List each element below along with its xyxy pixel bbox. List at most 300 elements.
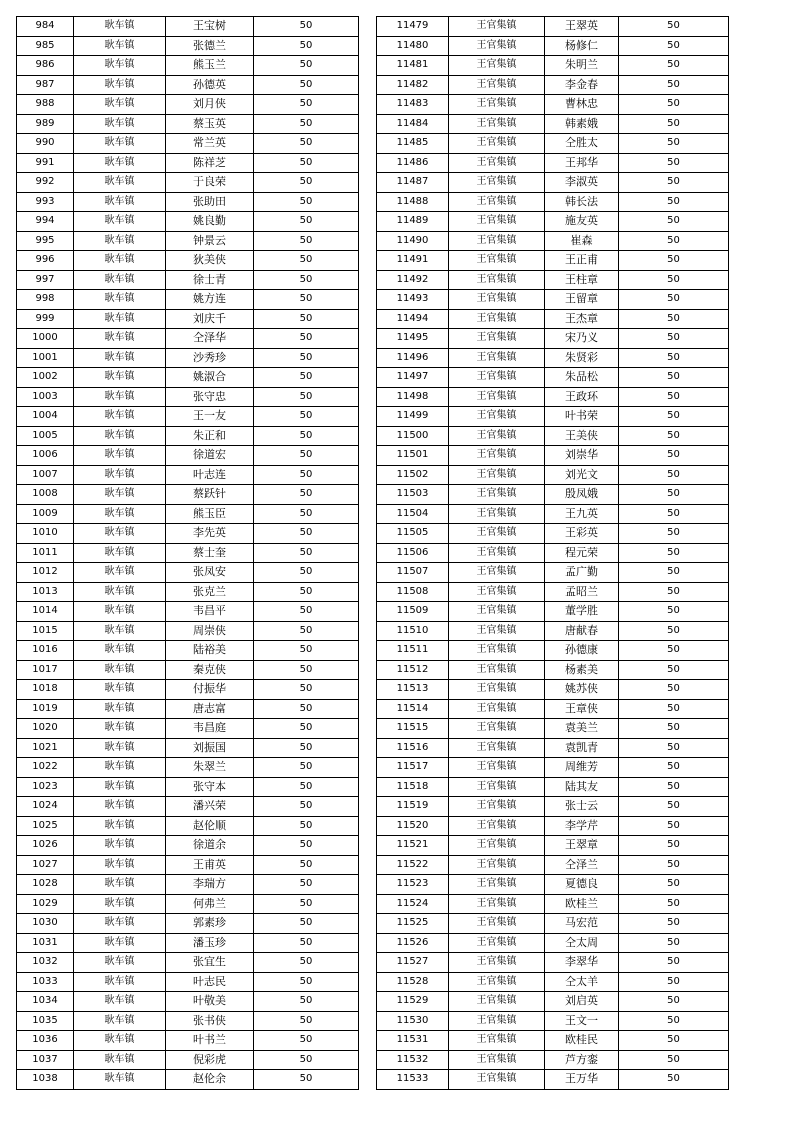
name-cell: 王翠英 (545, 17, 619, 37)
amount-cell: 50 (619, 329, 729, 349)
table-row (377, 485, 729, 505)
town-cell: 耿车镇 (74, 75, 166, 95)
town-cell: 王官集镇 (449, 446, 545, 466)
amount-cell: 50 (254, 738, 359, 758)
amount-cell: 50 (254, 699, 359, 719)
row-id-cell: 11479 (377, 17, 449, 37)
name-cell: 唐志富 (166, 699, 254, 719)
table-row (377, 660, 729, 680)
amount-cell: 50 (619, 1050, 729, 1070)
amount-cell: 50 (254, 56, 359, 76)
row-id-cell: 11490 (377, 231, 449, 251)
table-row (377, 114, 729, 134)
town-cell: 王官集镇 (449, 212, 545, 232)
table-row (17, 212, 359, 232)
row-id-cell: 994 (17, 212, 74, 232)
row-id-cell: 1017 (17, 660, 74, 680)
table-row (17, 699, 359, 719)
town-cell: 耿车镇 (74, 953, 166, 973)
amount-cell: 50 (619, 719, 729, 739)
name-cell: 仝太羊 (545, 972, 619, 992)
table-row (17, 602, 359, 622)
amount-cell: 50 (254, 543, 359, 563)
name-cell: 刘光文 (545, 465, 619, 485)
table-row (377, 387, 729, 407)
table-row (17, 855, 359, 875)
town-cell: 王官集镇 (449, 426, 545, 446)
row-id-cell: 11507 (377, 563, 449, 583)
amount-cell: 50 (619, 1031, 729, 1051)
amount-cell: 50 (619, 387, 729, 407)
row-id-cell: 1014 (17, 602, 74, 622)
amount-cell: 50 (254, 329, 359, 349)
town-cell: 耿车镇 (74, 758, 166, 778)
amount-cell: 50 (254, 114, 359, 134)
town-cell: 耿车镇 (74, 1011, 166, 1031)
amount-cell: 50 (254, 972, 359, 992)
amount-cell: 50 (619, 699, 729, 719)
name-cell: 刘振国 (166, 738, 254, 758)
name-cell: 刘月侠 (166, 95, 254, 115)
left-roster-body (17, 17, 359, 1090)
amount-cell: 50 (619, 95, 729, 115)
table-row (377, 329, 729, 349)
amount-cell: 50 (254, 875, 359, 895)
town-cell: 耿车镇 (74, 933, 166, 953)
name-cell: 周维芳 (545, 758, 619, 778)
name-cell: 朱贤彩 (545, 348, 619, 368)
table-row (17, 134, 359, 154)
town-cell: 王官集镇 (449, 875, 545, 895)
table-row (377, 368, 729, 388)
name-cell: 王九英 (545, 504, 619, 524)
amount-cell: 50 (254, 621, 359, 641)
name-cell: 王留章 (545, 290, 619, 310)
name-cell: 欧桂民 (545, 1031, 619, 1051)
name-cell: 王邦华 (545, 153, 619, 173)
row-id-cell: 11498 (377, 387, 449, 407)
table-row (17, 1011, 359, 1031)
amount-cell: 50 (619, 485, 729, 505)
table-row (17, 719, 359, 739)
town-cell: 王官集镇 (449, 192, 545, 212)
name-cell: 付振华 (166, 680, 254, 700)
amount-cell: 50 (619, 446, 729, 466)
town-cell: 耿车镇 (74, 992, 166, 1012)
row-id-cell: 11487 (377, 173, 449, 193)
row-id-cell: 11510 (377, 621, 449, 641)
table-row (17, 426, 359, 446)
name-cell: 常兰英 (166, 134, 254, 154)
name-cell: 姚苏侠 (545, 680, 619, 700)
town-cell: 耿车镇 (74, 563, 166, 583)
table-row (377, 1070, 729, 1090)
row-id-cell: 1019 (17, 699, 74, 719)
table-row (377, 36, 729, 56)
name-cell: 蔡士奎 (166, 543, 254, 563)
table-row (17, 309, 359, 329)
name-cell: 王翠章 (545, 836, 619, 856)
town-cell: 耿车镇 (74, 777, 166, 797)
amount-cell: 50 (254, 426, 359, 446)
amount-cell: 50 (619, 563, 729, 583)
town-cell: 王官集镇 (449, 36, 545, 56)
town-cell: 耿车镇 (74, 270, 166, 290)
row-id-cell: 1001 (17, 348, 74, 368)
town-cell: 王官集镇 (449, 602, 545, 622)
town-cell: 王官集镇 (449, 95, 545, 115)
amount-cell: 50 (619, 251, 729, 271)
table-row (17, 36, 359, 56)
table-row (377, 816, 729, 836)
name-cell: 杨素美 (545, 660, 619, 680)
row-id-cell: 11495 (377, 329, 449, 349)
row-id-cell: 11515 (377, 719, 449, 739)
town-cell: 王官集镇 (449, 368, 545, 388)
town-cell: 耿车镇 (74, 524, 166, 544)
town-cell: 王官集镇 (449, 387, 545, 407)
table-row (377, 446, 729, 466)
town-cell: 耿车镇 (74, 855, 166, 875)
town-cell: 王官集镇 (449, 836, 545, 856)
town-cell: 王官集镇 (449, 738, 545, 758)
amount-cell: 50 (254, 504, 359, 524)
town-cell: 耿车镇 (74, 641, 166, 661)
row-id-cell: 1012 (17, 563, 74, 583)
amount-cell: 50 (254, 192, 359, 212)
table-row (17, 95, 359, 115)
table-row (17, 1070, 359, 1090)
name-cell: 韩素娥 (545, 114, 619, 134)
table-row (377, 173, 729, 193)
amount-cell: 50 (619, 660, 729, 680)
row-id-cell: 988 (17, 95, 74, 115)
town-cell: 王官集镇 (449, 56, 545, 76)
row-id-cell: 995 (17, 231, 74, 251)
amount-cell: 50 (619, 36, 729, 56)
row-id-cell: 1033 (17, 972, 74, 992)
town-cell: 耿车镇 (74, 251, 166, 271)
table-row (17, 582, 359, 602)
name-cell: 徐道宏 (166, 446, 254, 466)
row-id-cell: 11524 (377, 894, 449, 914)
amount-cell: 50 (619, 816, 729, 836)
name-cell: 程元荣 (545, 543, 619, 563)
right-roster-body (377, 17, 729, 1090)
name-cell: 陆裕美 (166, 641, 254, 661)
row-id-cell: 1004 (17, 407, 74, 427)
name-cell: 张德兰 (166, 36, 254, 56)
amount-cell: 50 (254, 407, 359, 427)
amount-cell: 50 (254, 1050, 359, 1070)
row-id-cell: 11531 (377, 1031, 449, 1051)
name-cell: 周崇侠 (166, 621, 254, 641)
name-cell: 唐献春 (545, 621, 619, 641)
name-cell: 王一友 (166, 407, 254, 427)
table-row (17, 992, 359, 1012)
town-cell: 耿车镇 (74, 290, 166, 310)
amount-cell: 50 (619, 543, 729, 563)
town-cell: 王官集镇 (449, 641, 545, 661)
table-row (377, 153, 729, 173)
row-id-cell: 11503 (377, 485, 449, 505)
town-cell: 耿车镇 (74, 504, 166, 524)
table-row (377, 641, 729, 661)
row-id-cell: 1005 (17, 426, 74, 446)
name-cell: 马宏范 (545, 914, 619, 934)
amount-cell: 50 (254, 17, 359, 37)
table-row (17, 75, 359, 95)
name-cell: 王宝树 (166, 17, 254, 37)
name-cell: 赵伦余 (166, 1070, 254, 1090)
amount-cell: 50 (619, 680, 729, 700)
row-id-cell: 984 (17, 17, 74, 37)
name-cell: 王章侠 (545, 699, 619, 719)
town-cell: 耿车镇 (74, 36, 166, 56)
name-cell: 秦克侠 (166, 660, 254, 680)
amount-cell: 50 (254, 660, 359, 680)
row-id-cell: 11527 (377, 953, 449, 973)
name-cell: 张克兰 (166, 582, 254, 602)
town-cell: 王官集镇 (449, 660, 545, 680)
table-row (377, 797, 729, 817)
table-row (377, 914, 729, 934)
row-id-cell: 986 (17, 56, 74, 76)
name-cell: 孙德英 (166, 75, 254, 95)
table-row (377, 309, 729, 329)
town-cell: 王官集镇 (449, 563, 545, 583)
name-cell: 张守本 (166, 777, 254, 797)
town-cell: 耿车镇 (74, 446, 166, 466)
town-cell: 王官集镇 (449, 17, 545, 37)
row-id-cell: 11520 (377, 816, 449, 836)
table-row (377, 251, 729, 271)
table-row (17, 485, 359, 505)
row-id-cell: 990 (17, 134, 74, 154)
amount-cell: 50 (619, 855, 729, 875)
amount-cell: 50 (254, 953, 359, 973)
table-row (17, 953, 359, 973)
name-cell: 施友英 (545, 212, 619, 232)
row-id-cell: 1003 (17, 387, 74, 407)
row-id-cell: 11492 (377, 270, 449, 290)
amount-cell: 50 (619, 56, 729, 76)
amount-cell: 50 (619, 953, 729, 973)
amount-cell: 50 (619, 465, 729, 485)
left-roster-table (16, 16, 359, 1090)
row-id-cell: 1015 (17, 621, 74, 641)
amount-cell: 50 (619, 173, 729, 193)
table-row (377, 602, 729, 622)
town-cell: 耿车镇 (74, 914, 166, 934)
row-id-cell: 11501 (377, 446, 449, 466)
row-id-cell: 11519 (377, 797, 449, 817)
row-id-cell: 11525 (377, 914, 449, 934)
name-cell: 叶敬美 (166, 992, 254, 1012)
table-row (17, 660, 359, 680)
row-id-cell: 11493 (377, 290, 449, 310)
name-cell: 欧桂兰 (545, 894, 619, 914)
town-cell: 耿车镇 (74, 699, 166, 719)
name-cell: 何弗兰 (166, 894, 254, 914)
table-row (377, 621, 729, 641)
table-row (17, 407, 359, 427)
table-row (377, 231, 729, 251)
name-cell: 王万华 (545, 1070, 619, 1090)
row-id-cell: 1002 (17, 368, 74, 388)
town-cell: 王官集镇 (449, 953, 545, 973)
town-cell: 王官集镇 (449, 797, 545, 817)
table-row (17, 680, 359, 700)
table-row (377, 855, 729, 875)
town-cell: 王官集镇 (449, 465, 545, 485)
town-cell: 耿车镇 (74, 543, 166, 563)
town-cell: 耿车镇 (74, 485, 166, 505)
table-row (377, 75, 729, 95)
row-id-cell: 11499 (377, 407, 449, 427)
row-id-cell: 992 (17, 173, 74, 193)
name-cell: 王彩英 (545, 524, 619, 544)
name-cell: 张助田 (166, 192, 254, 212)
table-row (17, 894, 359, 914)
town-cell: 耿车镇 (74, 680, 166, 700)
amount-cell: 50 (619, 836, 729, 856)
name-cell: 崔森 (545, 231, 619, 251)
table-row (17, 621, 359, 641)
town-cell: 王官集镇 (449, 134, 545, 154)
amount-cell: 50 (619, 582, 729, 602)
amount-cell: 50 (619, 738, 729, 758)
row-id-cell: 999 (17, 309, 74, 329)
amount-cell: 50 (254, 680, 359, 700)
town-cell: 耿车镇 (74, 173, 166, 193)
town-cell: 王官集镇 (449, 231, 545, 251)
town-cell: 耿车镇 (74, 1050, 166, 1070)
town-cell: 耿车镇 (74, 56, 166, 76)
row-id-cell: 11506 (377, 543, 449, 563)
table-row (17, 933, 359, 953)
row-id-cell: 11505 (377, 524, 449, 544)
row-id-cell: 11530 (377, 1011, 449, 1031)
name-cell: 姚良勤 (166, 212, 254, 232)
row-id-cell: 11526 (377, 933, 449, 953)
row-id-cell: 11504 (377, 504, 449, 524)
town-cell: 王官集镇 (449, 251, 545, 271)
row-id-cell: 1036 (17, 1031, 74, 1051)
amount-cell: 50 (619, 758, 729, 778)
name-cell: 曹林忠 (545, 95, 619, 115)
town-cell: 耿车镇 (74, 894, 166, 914)
row-id-cell: 998 (17, 290, 74, 310)
name-cell: 熊玉臣 (166, 504, 254, 524)
name-cell: 陆其友 (545, 777, 619, 797)
row-id-cell: 11509 (377, 602, 449, 622)
row-id-cell: 11486 (377, 153, 449, 173)
amount-cell: 50 (619, 407, 729, 427)
row-id-cell: 11512 (377, 660, 449, 680)
town-cell: 王官集镇 (449, 914, 545, 934)
name-cell: 李学芹 (545, 816, 619, 836)
town-cell: 耿车镇 (74, 1070, 166, 1090)
table-row (17, 758, 359, 778)
name-cell: 徐士青 (166, 270, 254, 290)
table-row (377, 407, 729, 427)
amount-cell: 50 (254, 1070, 359, 1090)
name-cell: 刘崇华 (545, 446, 619, 466)
table-row (377, 17, 729, 37)
table-row (377, 699, 729, 719)
table-row (17, 387, 359, 407)
town-cell: 王官集镇 (449, 270, 545, 290)
table-row (17, 251, 359, 271)
table-row (17, 17, 359, 37)
name-cell: 叶志连 (166, 465, 254, 485)
amount-cell: 50 (619, 1011, 729, 1031)
row-id-cell: 11496 (377, 348, 449, 368)
table-row (17, 641, 359, 661)
table-row (377, 1031, 729, 1051)
name-cell: 王政环 (545, 387, 619, 407)
name-cell: 王甫英 (166, 855, 254, 875)
town-cell: 耿车镇 (74, 387, 166, 407)
row-id-cell: 1006 (17, 446, 74, 466)
amount-cell: 50 (254, 231, 359, 251)
table-row (377, 504, 729, 524)
amount-cell: 50 (254, 290, 359, 310)
town-cell: 王官集镇 (449, 153, 545, 173)
row-id-cell: 1009 (17, 504, 74, 524)
name-cell: 潘玉珍 (166, 933, 254, 953)
amount-cell: 50 (619, 524, 729, 544)
table-row (17, 816, 359, 836)
table-row (17, 329, 359, 349)
town-cell: 王官集镇 (449, 621, 545, 641)
table-row (377, 212, 729, 232)
town-cell: 耿车镇 (74, 17, 166, 37)
table-row (17, 270, 359, 290)
amount-cell: 50 (619, 602, 729, 622)
town-cell: 王官集镇 (449, 543, 545, 563)
town-cell: 王官集镇 (449, 485, 545, 505)
town-cell: 耿车镇 (74, 426, 166, 446)
row-id-cell: 11494 (377, 309, 449, 329)
name-cell: 赵伦顺 (166, 816, 254, 836)
row-id-cell: 11483 (377, 95, 449, 115)
row-id-cell: 11489 (377, 212, 449, 232)
row-id-cell: 1020 (17, 719, 74, 739)
row-id-cell: 1021 (17, 738, 74, 758)
town-cell: 王官集镇 (449, 348, 545, 368)
row-id-cell: 11532 (377, 1050, 449, 1070)
name-cell: 刘启英 (545, 992, 619, 1012)
amount-cell: 50 (619, 875, 729, 895)
table-row (17, 875, 359, 895)
row-id-cell: 11482 (377, 75, 449, 95)
town-cell: 王官集镇 (449, 290, 545, 310)
row-id-cell: 1031 (17, 933, 74, 953)
town-cell: 耿车镇 (74, 836, 166, 856)
table-row (377, 270, 729, 290)
table-row (17, 504, 359, 524)
row-id-cell: 1032 (17, 953, 74, 973)
amount-cell: 50 (254, 465, 359, 485)
amount-cell: 50 (254, 309, 359, 329)
town-cell: 耿车镇 (74, 134, 166, 154)
name-cell: 孙德康 (545, 641, 619, 661)
name-cell: 王文一 (545, 1011, 619, 1031)
amount-cell: 50 (619, 426, 729, 446)
amount-cell: 50 (619, 1070, 729, 1090)
